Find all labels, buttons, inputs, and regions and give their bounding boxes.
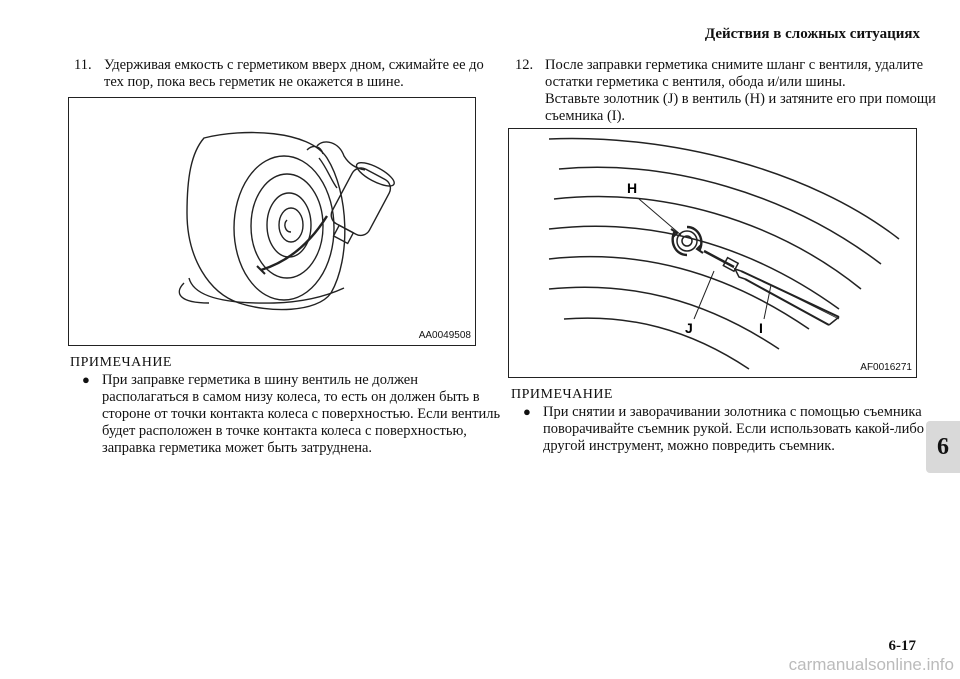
chapter-tab: 6 <box>926 421 960 473</box>
figure-sealant-bottle <box>68 97 476 346</box>
figure-code: AA0049508 <box>418 330 471 341</box>
note-heading: ПРИМЕЧАНИЕ <box>511 387 613 402</box>
watermark: carmanualsonline.info <box>788 655 954 674</box>
note-item <box>511 403 943 455</box>
figure-valve-core-tool <box>508 128 917 378</box>
note-item <box>70 371 502 457</box>
header-title: Действия в сложных ситуациях <box>704 26 920 42</box>
step-text: После заправки герметика снимите шланг с вентиля, удалите остатки герметика с вентиля, обода и/или шины. <box>545 57 924 90</box>
page-number: 6-17 <box>888 638 916 654</box>
figure-code: AF0016271 <box>860 362 912 373</box>
step-number: 11. <box>74 57 92 73</box>
bullet-icon: ● <box>82 372 90 387</box>
note-text: При снятии и заворачивании золотника с помощью съемника поворачивайте съемник рукой. Если использовать какой-либо другой инструмент, можно повредить съемник. <box>543 404 925 454</box>
step-11 <box>74 57 504 91</box>
step-text: Удерживая емкость с герметиком вверх дном, сжимайте ее до тех пор, пока весь герметик не окажется в шине. <box>104 57 484 90</box>
label-i: I <box>759 320 763 336</box>
step-12 <box>515 57 945 125</box>
label-h: H <box>627 180 638 196</box>
tire-sealant-illustration <box>69 98 475 345</box>
step-number: 12. <box>515 57 534 73</box>
step-text-continued: Вставьте золотник (J) в вентиль (H) и затяните его при помощи съемника (I). <box>545 91 936 124</box>
bullet-icon: ● <box>523 404 531 419</box>
valve-core-illustration <box>509 129 916 377</box>
note-text: При заправке герметика в шину вентиль не должен располагаться в самом низу колеса, то есть он должен быть в стороне от точки контакта колеса с поверхностью. Если вентиль будет расположен в точке контакта колеса с поверхностью, заправка герметика может быть затруднена. <box>102 372 501 456</box>
note-heading: ПРИМЕЧАНИЕ <box>70 355 172 370</box>
label-j: J <box>685 320 693 336</box>
